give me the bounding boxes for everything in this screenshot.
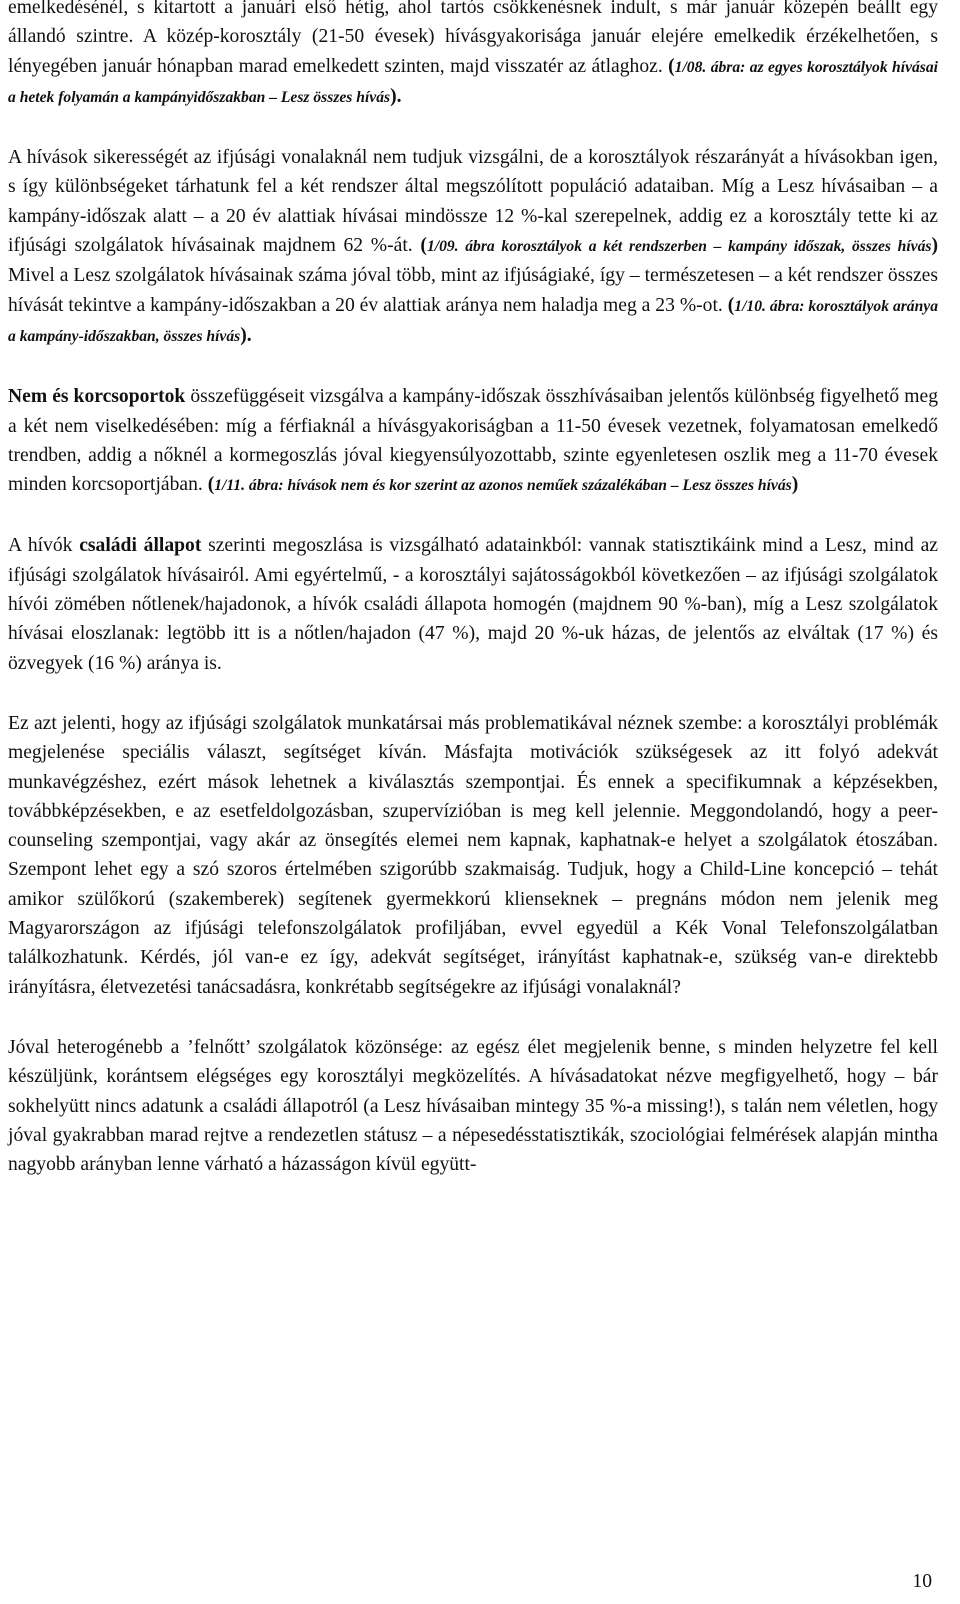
reference-bracket: (: [727, 294, 735, 316]
text-run: összefüggéseit vizsgálva a kampány-időszak összhívásaiban jelentős különbség figyelhető meg a két nem viselkedésében: míg a férfiaknál a hívásgyakoriságban a 11-50 évesek vezetnek, folyamatosan emelkedő trendben, addig a nőknél a kormegoszlás jóval kiegyensúlyozottabb, szinte egyenletesen oszlik meg a 11-70 évesek minden korcsoportjában.: [8, 386, 938, 496]
paragraph-gender-age: [8, 382, 938, 500]
text-run: Mivel a Lesz szolgálatok hívásainak száma jóval több, mint az ifjúságiaké, így – természetesen – a két rendszer összes hívását tekintve a kampány-időszakban a 20 év alattiak aránya nem haladja meg a 23 %-ot.: [8, 265, 938, 316]
reference-bracket: ).: [240, 324, 252, 346]
paragraph-age-trends: [8, 0, 938, 112]
text-run: szerinti megoszlása is vizsgálható adatainkból: vannak statisztikáink mind a Lesz, mind az ifjúsági szolgálatok hívásairól. Ami egyértelmű, - a korosztályi sajátosságokból következően – az ifjúsági szolgálatok hívói zömében nőtlenek/hajadonok, a hívók családi állapota homogén (majdnem 90 %-ban), míg a Lesz szolgálatok hívásai eloszlanak: legtöbb itt is a nőtlen/hajadon (47 %), majd 20 %-uk házas, de jelentős az elváltak (17 %) és özvegyek (16 %) aránya is.: [8, 535, 938, 674]
document-page: [8, 0, 938, 1179]
text-run: Jóval heterogénebb a ’felnőtt’ szolgálatok közönsége: az egész élet megjelenik benne, s minden helyzetre fel kell készüljünk, korántsem elégséges egy korosztályi megközelítés. A hívásadatokat nézve megfigyelhető, hogy – bár sokhelyütt nincs adatunk a családi állapotról (a Lesz hívásaiban mintegy 35 %-a missing!), s talán nem véletlen, hogy jóval gyakrabban marad rejtve a rendezetlen státusz – a népesedésstatisztikák, szociológiai felmérések alapján mintha nagyobb arányban lenne várható a házasságon kívül együtt-: [8, 1036, 938, 1176]
text-run: Ez azt jelenti, hogy az ifjúsági szolgálatok munkatársai más problematikával néznek szembe: a korosztályi problémák megjelenése speciális választ, segítséget kíván. Másfajta motivációk szükségesek az itt folyó adekvát munkavégzéshez, ezért mások lehetnek a kiválasztás szempontjai. És ennek a specifikumnak a képzésekben, továbbképzésekben, e az esetfeldolgozásban, szupervízióban is meg kell jelennie. Meggondolandó, hogy a peer-counseling szempontjai, vagy akár az önsegítés elemei nem kapnak, kaphatnak-e helyet a szolgálatok étoszában. Szempont lehet egy a szó szoros értelmében szigorúbb szakmaiság. Tudjuk, hogy a Child-Line koncepció – tehát amikor szülőkorú (szakemberek) segítenek gyermekkorú klienseknek – pregnáns módon nem jelenik meg Magyarországon az ifjúsági telefonszolgálatok profiljában, evvel egyedül a Kék Vonal Telefonszolgálatban találkozhatunk. Kérdés, jól van-e ez így, adekvát segítséget, irányítást kaphatnak-e, szükség van-e direktebb irányításra, életvezetési tanácsadásra, konkrétabb segítségekre az ifjúsági vonalaknál?: [8, 712, 938, 998]
reference-bracket: ): [791, 474, 799, 496]
figure-reference: 1/09. ábra korosztályok a két rendszerben – kampány időszak, összes hívás: [426, 238, 932, 256]
text-run: A hívások sikerességét az ifjúsági vonalaknál nem tudjuk vizsgálni, de a korosztályok részarányát a hívásokban igen, s így különbségeket tárhatunk fel a két rendszer által megszólított populáció adataiban. Míg a Lesz hívásaiban – a kampány-időszak alatt – a 20 év alattiak hívásai mindössze 12 %-kal szerepelnek, addig ez a korosztály tette ki az ifjúsági szolgálatok hívásainak majdnem 62 %-át.: [8, 147, 938, 257]
bold-term: családi állapot: [79, 535, 202, 557]
bold-term: Nem és korcsoportok: [8, 386, 186, 408]
figure-reference: 1/11. ábra: hívások nem és kor szerint az azonos neműek százalékában – Lesz összes hívás: [214, 477, 792, 495]
paragraph-marital-status: [8, 531, 938, 677]
reference-bracket: (: [207, 474, 215, 496]
figure-reference: 1/10. ábra: korosztályok aránya a kampány-időszakban, összes hívás: [8, 297, 938, 345]
paragraph-call-success: [8, 143, 938, 351]
reference-bracket: (: [668, 55, 675, 77]
reference-bracket: ).: [390, 85, 402, 107]
page-number: 10: [912, 1571, 932, 1592]
paragraph-adult-services: [8, 1033, 938, 1179]
text-run: A hívók: [8, 535, 80, 557]
text-run: emelkedésénél, s kitartott a januári első hétig, ahol tartós csökkenésnek indult, s már január közepén beállt egy állandó szintre. A közép-korosztály (21-50 évesek) hívásgyakorisága január elejére emelkedik érzékelhetően, s lényegében január hónapban marad emelkedett szinten, majd visszatér az átlaghoz.: [8, 0, 938, 77]
reference-bracket: (: [420, 235, 427, 257]
paragraph-youth-services: [8, 709, 938, 1002]
figure-reference: 1/08. ábra: az egyes korosztályok hívásai a hetek folyamán a kampányidőszakban – Lesz összes hívás: [8, 58, 938, 106]
reference-bracket: ): [931, 235, 939, 257]
